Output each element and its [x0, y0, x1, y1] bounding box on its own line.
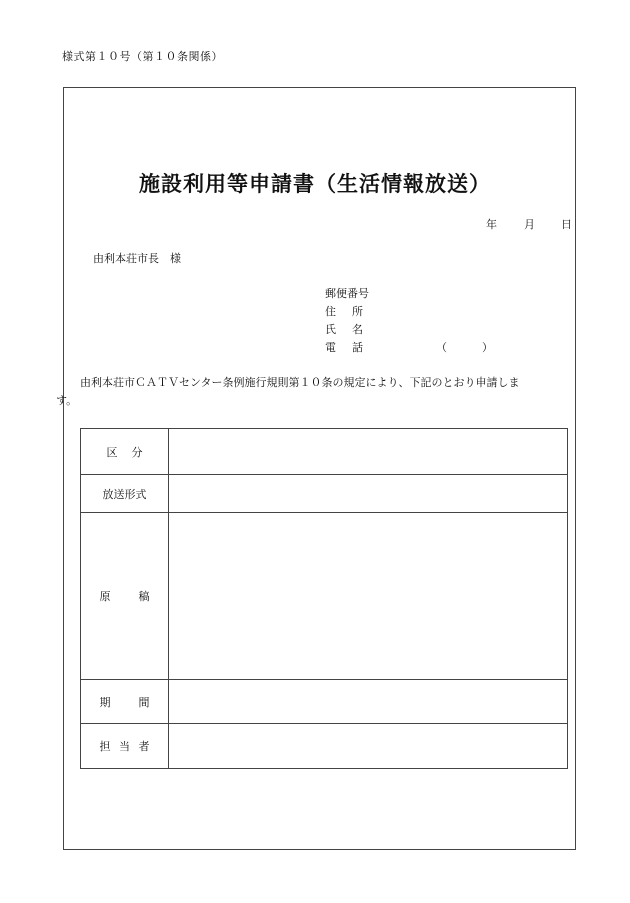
table-row-person [81, 724, 568, 769]
applicant-block [325, 285, 375, 357]
page-title: 施設利用等申請書（生活情報放送） [139, 171, 491, 196]
statement-line-1: 由利本荘市ＣＡＴＶセンター条例施行規則第１０条の規定により、下記のとおり申請しま [80, 376, 520, 389]
manuscript-label: 原 稿 [81, 513, 169, 680]
manuscript-field[interactable] [169, 513, 568, 680]
person-in-charge-field[interactable] [169, 724, 568, 769]
broadcast-format-label: 放送形式 [81, 475, 169, 513]
period-field[interactable] [169, 680, 568, 724]
date-day: 日 [561, 218, 572, 231]
date-year: 年 [486, 218, 497, 231]
table-row-category [81, 429, 568, 475]
application-statement [56, 374, 576, 410]
phone-label: 電 話 [325, 341, 363, 354]
name-label: 氏 名 [325, 323, 363, 336]
application-table [80, 428, 568, 769]
form-number: 様式第１０号（第１０条関係） [62, 50, 223, 63]
table-row-period [81, 680, 568, 724]
category-label: 区 分 [81, 429, 169, 475]
address-label: 住 所 [325, 305, 363, 318]
statement-line-2: す。 [56, 394, 78, 407]
category-field[interactable] [169, 429, 568, 475]
period-label: 期 間 [81, 680, 169, 724]
table-row-manuscript [81, 513, 568, 680]
postal-code-label: 郵便番号 [325, 287, 369, 300]
phone-paren-close: ） [482, 341, 493, 354]
phone-paren-open: （ [436, 341, 447, 354]
addressee: 由利本荘市長 様 [93, 252, 181, 265]
table-row-format [81, 475, 568, 513]
person-in-charge-label: 担 当 者 [81, 724, 169, 769]
date-month: 月 [524, 218, 535, 231]
broadcast-format-field[interactable] [169, 475, 568, 513]
